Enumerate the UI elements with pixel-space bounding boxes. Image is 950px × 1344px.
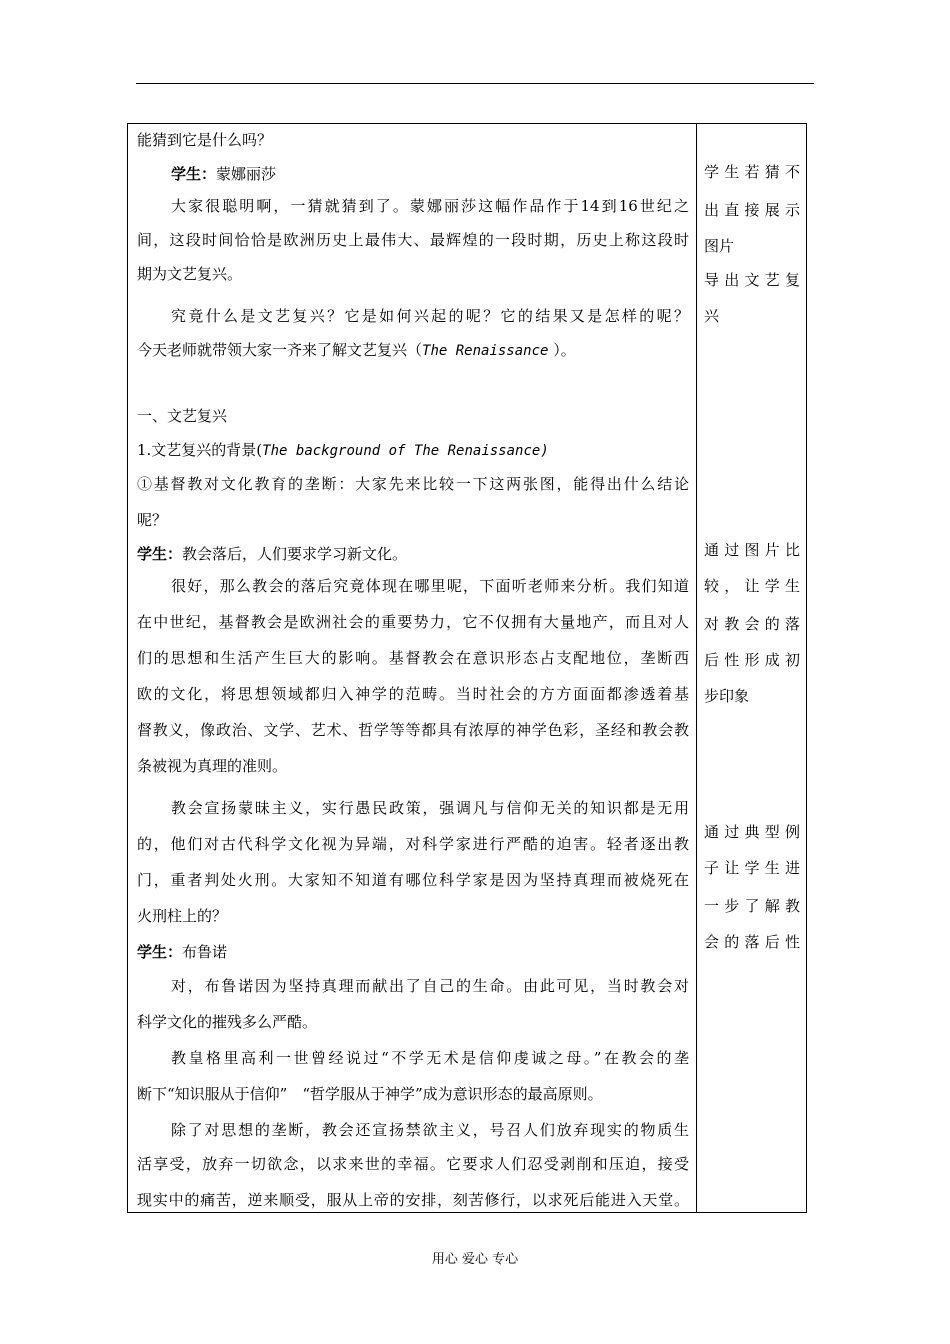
note-line: 对教会的落 [704, 615, 800, 633]
content-line: 教会宣扬蒙昧主义，实行愚民政策，强调凡与信仰无关的知识都是无用 [171, 799, 689, 817]
note-line: 导出文艺复 [704, 271, 800, 289]
text-segment: 1.文艺复兴的背景( [137, 441, 263, 459]
student-answer-line [137, 942, 227, 962]
content-line: 欧的文化，将思想领域都归入神学的范畴。当时社会的方方面面都渗透着基 [137, 685, 689, 703]
note-line: 子让学生进 [704, 859, 800, 877]
speaker-label: 学生： [137, 943, 183, 961]
header-rule [136, 83, 814, 84]
note-line: 会的落后性 [704, 933, 800, 951]
note-line: 后性形成初 [704, 651, 800, 669]
content-line: 除了对思想的垄断，教会还宣扬禁欲主义，号召人们放弃现实的物质生 [171, 1121, 689, 1139]
content-line: 在中世纪，基督教会是欧洲社会的重要势力，它不仅拥有大量地产，而且对人 [137, 613, 689, 631]
student-answer-line [137, 164, 276, 184]
content-line: 火刑柱上的？ [137, 907, 228, 925]
note-line: 较，让学生 [704, 577, 800, 595]
answer-text: 布鲁诺 [182, 943, 228, 961]
content-line: 的，他们对古代科学文化视为异端，对科学家进行严酷的迫害。轻者逐出教 [137, 835, 689, 853]
content-line: 科学文化的摧残多么严酷。 [137, 1013, 318, 1031]
content-line: 现实中的痛苦，逆来顺受，服从上帝的安排，刻苦修行，以求死后能进入天堂。 [137, 1191, 689, 1209]
text-segment: ）。 [548, 341, 576, 359]
note-line: 兴 [704, 307, 720, 325]
speaker-label: 学生： [137, 545, 183, 563]
column-divider [696, 124, 697, 1212]
english-term: The Renaissance [422, 343, 549, 359]
note-line: 通过图片比 [704, 541, 800, 559]
answer-text: 蒙娜丽莎 [216, 165, 277, 183]
content-line: 呢？ [137, 511, 168, 529]
content-line: 究竟什么是文艺复兴？它是如何兴起的呢？它的结果又是怎样的呢？ [171, 307, 689, 325]
content-line: 活享受，放弃一切欲念，以求来世的幸福。它要求人们忍受剥削和压迫，接受 [137, 1155, 689, 1173]
lesson-plan-table [127, 123, 807, 1213]
answer-text: 教会落后，人们要求学习新文化。 [182, 545, 408, 563]
content-line: 断下“知识服从于信仰” “哲学服从于神学”成为意识形态的最高原则。 [137, 1085, 603, 1103]
content-line [137, 340, 576, 361]
note-line: 一步了解教 [704, 897, 800, 915]
content-line: 大家很聪明啊，一猜就猜到了。蒙娜丽莎这幅作品作于14到16世纪之 [171, 197, 689, 215]
note-line: 通过典型例 [704, 823, 800, 841]
content-line: 期为文艺复兴。 [137, 265, 243, 283]
content-line: 条被视为真理的准则。 [137, 757, 288, 775]
content-line: 间，这段时间恰恰是欧洲历史上最伟大、最辉煌的一段时期，历史上称这段时 [137, 231, 689, 249]
content-line: 能猜到它是什么吗？ [137, 131, 273, 149]
speaker-label: 学生： [171, 165, 217, 183]
teaching-content-column [137, 124, 689, 1212]
content-line: 教皇格里高利一世曾经说过“不学无术是信仰虔诚之母。”在教会的垄 [171, 1049, 689, 1067]
note-line: 步印象 [704, 687, 750, 705]
note-line: 出直接展示 [704, 201, 800, 219]
english-term: The background of The Renaissance) [262, 443, 549, 459]
student-answer-line [137, 544, 407, 564]
content-line: 督教义，像政治、文学、艺术、哲学等等都具有浓厚的神学色彩，圣经和教会教 [137, 721, 689, 739]
content-line: ①基督教对文化教育的垄断：大家先来比较一下这两张图，能得出什么结论 [137, 475, 689, 493]
content-line: 们的思想和生活产生巨大的影响。基督教会在意识形态占支配地位，垄断西 [137, 649, 689, 667]
subsection-heading [137, 440, 549, 461]
content-line: 很好，那么教会的落后究竟体现在哪里呢，下面听老师来分析。我们知道 [171, 577, 689, 595]
text-segment: 今天老师就带领大家一齐来了解文艺复兴（ [137, 341, 423, 359]
note-line: 图片 [704, 237, 735, 255]
note-line: 学生若猜不 [704, 163, 800, 181]
page-footer: 用心 爱心 专心 [431, 1252, 519, 1267]
content-line: 门，重者判处火刑。大家知不知道有哪位科学家是因为坚持真理而被烧死在 [137, 871, 689, 889]
section-heading: 一、文艺复兴 [137, 407, 228, 425]
design-notes-column [704, 124, 804, 1212]
content-line: 对，布鲁诺因为坚持真理而献出了自己的生命。由此可见，当时教会对 [171, 977, 689, 995]
